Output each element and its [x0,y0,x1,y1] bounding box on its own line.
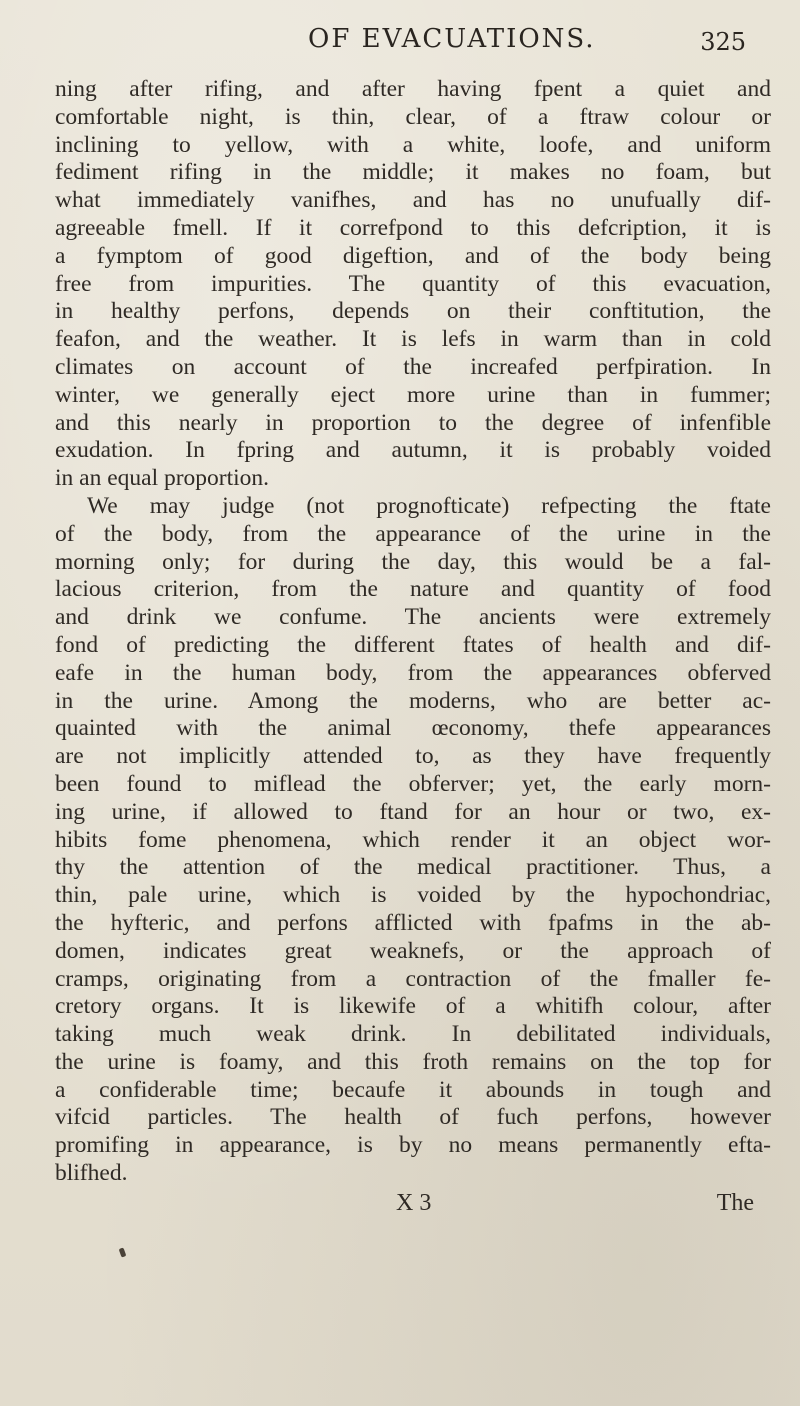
text-line: in healthy perfons, depends on their conftitution, the [55,298,771,325]
text-line: eafe in the human body, from the appearances obferved [55,659,771,686]
text-line: cramps, originating from a contraction of the fmaller fe- [55,965,771,992]
text-line: inclining to yellow, with a white, loofe, and uniform [55,131,771,158]
text-line: taking much weak drink. In debilitated individuals, [55,1021,771,1048]
text-line: free from impurities. The quantity of this evacuation, [55,270,771,297]
text-line: promifing in appearance, is by no means permanently efta- [55,1132,771,1159]
text-line: the hyfteric, and perfons afflicted with fpafms in the ab- [55,909,771,936]
running-head [0,18,800,66]
text-line: agreeable fmell. If it correfpond to this defcription, it is [55,214,771,241]
text-line: climates on account of the increafed perfpiration. In [55,353,771,380]
text-line: the urine is foamy, and this froth remains on the top for [55,1048,771,1075]
paragraph-end-line: in an equal proportion. [55,465,270,492]
text-body [55,76,771,1188]
text-line: a confiderable time; becaufe it abounds in tough and [55,1076,771,1103]
text-line: comfortable night, is thin, clear, of a ftraw colour or [55,103,771,130]
catchword: The [716,1190,754,1216]
text-line: winter, we generally eject more urine than in fummer; [55,381,771,408]
text-line: morning only; for during the day, this would be a fal- [55,548,771,575]
text-line: are not implicitly attended to, as they have frequently [55,743,771,770]
page-footer [0,1190,800,1230]
text-line: quainted with the animal œconomy, thefe appearances [55,715,771,742]
text-line: domen, indicates great weaknefs, or the approach of [55,937,771,964]
text-line: what immediately vanifhes, and has no unufually dif- [55,187,771,214]
signature-mark: X 3 [396,1190,432,1216]
text-line: been found to miflead the obferver; yet, the early morn- [55,770,771,797]
page-title: OF EVACUATIONS. [308,24,596,54]
text-line: exudation. In fpring and autumn, it is probably voided [55,437,771,464]
text-line: and drink we confume. The ancients were extremely [55,604,771,631]
text-line: ning after rifing, and after having fpent a quiet and [55,76,771,102]
paragraph-start-line: We may judge (not prognofticate) refpecting the ftate [87,492,771,519]
ink-speck [119,1247,127,1257]
text-line: thin, pale urine, which is voided by the hypochondriac, [55,882,771,909]
text-line: in the urine. Among the moderns, who are better ac- [55,687,771,714]
text-line: thy the attention of the medical practitioner. Thus, a [55,854,771,881]
text-line: fediment rifing in the middle; it makes no foam, but [55,159,771,186]
text-line: ing urine, if allowed to ftand for an hour or two, ex- [55,798,771,825]
text-line: of the body, from the appearance of the urine in the [55,520,771,547]
text-line: a fymptom of good digeftion, and of the body being [55,242,771,269]
text-line: lacious criterion, from the nature and quantity of food [55,576,771,603]
paragraph-end-line: blifhed. [55,1160,128,1187]
text-line: and this nearly in proportion to the degree of infenfible [55,409,771,436]
text-line: feafon, and the weather. It is lefs in warm than in cold [55,326,771,353]
text-line: vifcid particles. The health of fuch perfons, however [55,1104,771,1131]
text-line: hibits fome phenomena, which render it an object wor- [55,826,771,853]
text-line: fond of predicting the different ftates of health and dif- [55,631,771,658]
text-line: cretory organs. It is likewife of a whitifh colour, after [55,993,771,1020]
page-number: 325 [700,28,746,56]
